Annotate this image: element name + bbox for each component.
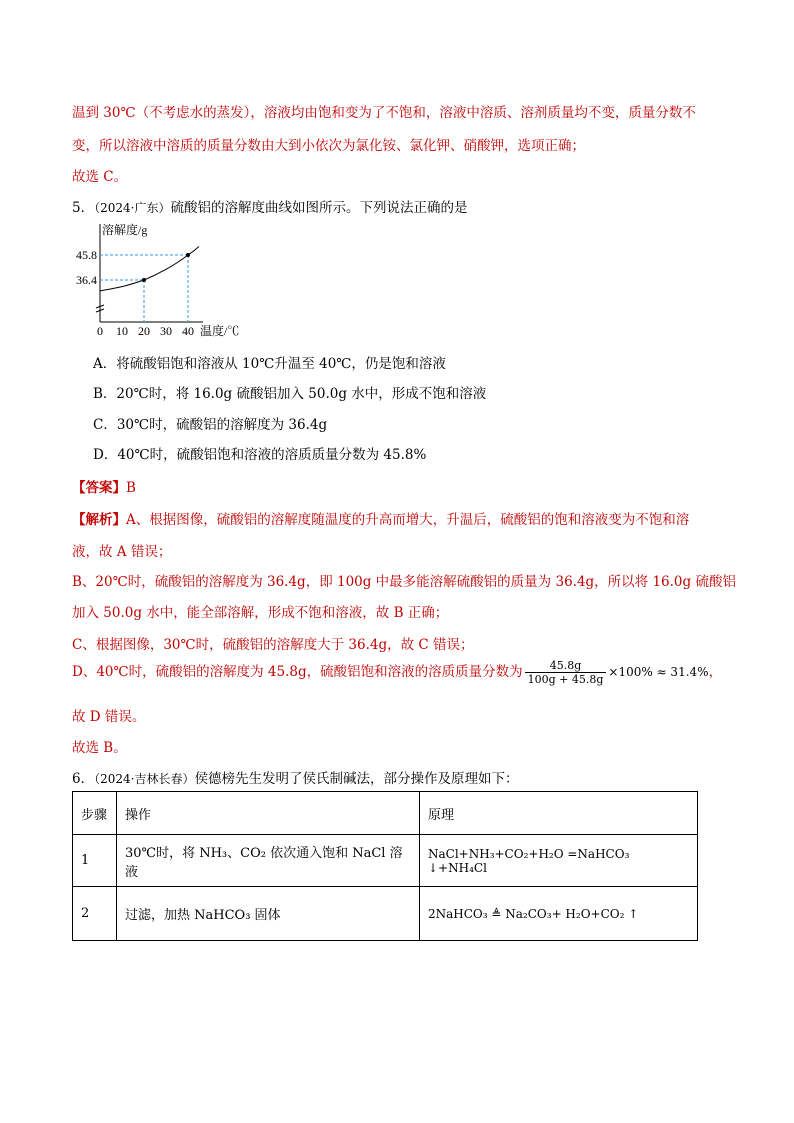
table-row bbox=[73, 887, 698, 941]
q6-stem-line bbox=[72, 767, 518, 787]
header-step: 步骤 bbox=[73, 792, 117, 835]
solubility-chart bbox=[76, 218, 268, 342]
row-step: 1 bbox=[73, 835, 117, 887]
answer-tag: 【答案】 bbox=[72, 480, 126, 496]
q6-stem: 侯德榜先生发明了侯氏制碱法，部分操作及原理如下： bbox=[194, 771, 519, 787]
q5-source: （2024·广东） bbox=[94, 201, 171, 215]
analysis-line-6 bbox=[72, 659, 722, 686]
q5-option-c: C．30℃时，硫酸铝的溶解度为 36.4g bbox=[93, 417, 328, 433]
header-operation: 操作 bbox=[117, 792, 420, 835]
y-axis-label: 溶解度/g bbox=[102, 223, 148, 237]
prev-analysis-line-2: 变，所以溶液中溶质的质量分数由大到小依次为氯化铵、氯化钾、硝酸钾，选项正确； bbox=[72, 138, 585, 154]
data-point bbox=[186, 253, 190, 257]
prev-conclusion: 故选 C。 bbox=[72, 169, 128, 185]
analysis-line-1 bbox=[72, 508, 689, 528]
x-tick-label: 0 bbox=[97, 324, 103, 338]
analysis-line-5: C、根据图像，30℃时，硫酸铝的溶解度大于 36.4g，故 C 错误； bbox=[72, 637, 474, 653]
q6-number: 6． bbox=[72, 771, 95, 787]
x-tick-label: 40 bbox=[182, 324, 194, 338]
prev-analysis-line-1: 温到 30℃（不考虑水的蒸发），溶液均由饱和变为了不饱和，溶液中溶质、溶剂质量均不变，质量分数不 bbox=[72, 105, 696, 121]
table-row bbox=[73, 835, 698, 887]
analysis-a-text: A、根据图像，硫酸铝的溶解度随温度的升高而增大，升温后，硫酸铝的饱和溶液变为不饱和溶 bbox=[126, 512, 690, 528]
header-principle: 原理 bbox=[420, 792, 698, 835]
analysis-d-text: D、40℃时，硫酸铝的溶解度为 45.8g，硫酸铝饱和溶液的溶质质量分数为 bbox=[72, 664, 523, 680]
q5-option-a: A．将硫酸铝饱和溶液从 10℃升温至 40℃，仍是饱和溶液 bbox=[93, 356, 446, 372]
mass-fraction bbox=[525, 659, 607, 686]
row-operation: 30℃时，将 NH₃、CO₂ 依次通入饱和 NaCl 溶液 bbox=[117, 835, 420, 887]
answer-value: B bbox=[126, 480, 136, 496]
analysis-d-comma: ， bbox=[708, 664, 723, 680]
q5-answer bbox=[72, 476, 136, 496]
x-tick-label: 10 bbox=[116, 324, 128, 338]
fraction-tail: ×100% ≈ 31.4% bbox=[608, 665, 709, 679]
analysis-line-3: B、20℃时，硫酸铝的溶解度为 36.4g，即 100g 中最多能溶解硫酸铝的质量为 36.4g，所以将 16.0g 硫酸铝 bbox=[72, 574, 736, 590]
table-header-row bbox=[73, 792, 698, 835]
q5-option-b: B．20℃时，将 16.0g 硫酸铝加入 50.0g 水中，形成不饱和溶液 bbox=[93, 386, 487, 402]
q5-stem: 硫酸铝的溶解度曲线如图所示。下列说法正确的是 bbox=[170, 200, 468, 216]
q5-conclusion: 故选 B。 bbox=[72, 740, 127, 756]
fraction-denominator: 100g + 45.8g bbox=[527, 673, 604, 686]
row-operation: 过滤，加热 NaHCO₃ 固体 bbox=[117, 887, 420, 941]
data-point bbox=[142, 278, 146, 282]
row-principle: 2NaHCO₃ ≜ Na₂CO₃+ H₂O+CO₂ ↑ bbox=[420, 887, 698, 941]
process-table bbox=[72, 791, 698, 941]
q5-option-d: D．40℃时，硫酸铝饱和溶液的溶质质量分数为 45.8% bbox=[93, 447, 427, 463]
analysis-tag: 【解析】 bbox=[72, 512, 126, 528]
x-axis-label: 温度/℃ bbox=[200, 324, 240, 338]
q6-source: （2024·吉林长春） bbox=[94, 772, 195, 786]
fraction-numerator: 45.8g bbox=[525, 659, 607, 673]
q5-stem-line bbox=[72, 196, 467, 216]
analysis-line-4: 加入 50.0g 水中，能全部溶解，形成不饱和溶液，故 B 正确； bbox=[72, 605, 449, 621]
row-principle: NaCl+NH₃+CO₂+H₂O =NaHCO₃ ↓+NH₄Cl bbox=[420, 835, 698, 887]
x-tick-label: 20 bbox=[138, 324, 150, 338]
analysis-line-7: 故 D 错误。 bbox=[72, 709, 146, 725]
analysis-line-2: 液，故 A 错误； bbox=[72, 544, 172, 560]
row-step: 2 bbox=[73, 887, 117, 941]
x-tick-label: 30 bbox=[160, 324, 172, 338]
solubility-curve bbox=[100, 246, 199, 290]
q5-number: 5． bbox=[72, 200, 95, 216]
y-tick-label: 36.4 bbox=[76, 273, 97, 287]
y-tick-label: 45.8 bbox=[76, 248, 97, 262]
